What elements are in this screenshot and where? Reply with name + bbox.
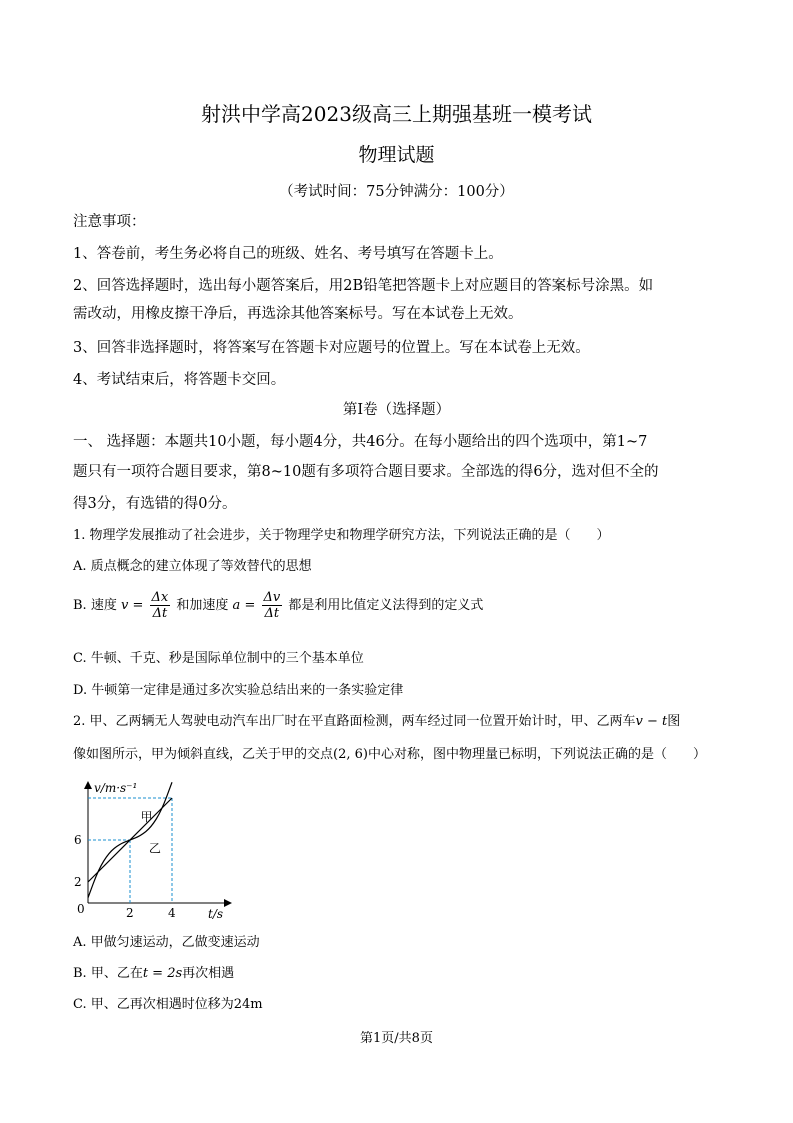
q2-b-time: t = 2s xyxy=(142,966,183,981)
x-tick-label-4: 4 xyxy=(168,906,176,920)
q2-stem-1-end: 图 xyxy=(667,714,681,729)
q1-option-a: A. 质点概念的建立体现了等效替代的思想 xyxy=(73,559,312,574)
note-item-2-cont: 需改动，用橡皮擦干净后，再选涂其他答案标号。写在本试卷上无效。 xyxy=(73,306,523,322)
q2-option-a: A. 甲做匀速运动，乙做变速运动 xyxy=(73,935,260,950)
q1-b-a: a xyxy=(232,598,241,613)
velocity-denominator: Δt xyxy=(152,606,168,621)
q2-vt-label: v − t xyxy=(635,714,668,729)
q2-stem-1-text: 2. 甲、乙两辆无人驾驶电动汽车出厂时在平直路面检测，两车经过同一位置开始计时，甲、乙两车 xyxy=(73,714,636,729)
q1-option-d: D. 牛顿第一定律是通过多次实验总结出来的一条实验定律 xyxy=(73,683,404,698)
x-tick-label-2: 2 xyxy=(126,906,134,920)
note-item-1: 1、答卷前，考生务必将自己的班级、姓名、考号填写在答题卡上。 xyxy=(73,246,503,262)
section-intro-2: 题只有一项符合题目要求，第8~10题有多项符合题目要求。全部选的得6分，选对但不全的 xyxy=(73,464,659,480)
q1-b-suffix: 都是利用比值定义法得到的定义式 xyxy=(288,598,484,613)
y-axis-label: v/m·s⁻¹ xyxy=(94,781,138,795)
page-footer: 第1页/共8页 xyxy=(360,1031,433,1046)
note-item-3: 3、回答非选择题时，将答案写在答题卡对应题号的位置上。写在本试卷上无效。 xyxy=(73,340,590,356)
q2-stem-line2 xyxy=(73,743,706,762)
acceleration-denominator: Δt xyxy=(264,606,280,621)
q2-stem-2-end: 中心对称，图中物理量已标明，下列说法正确的是（ ） xyxy=(367,747,706,762)
q1-stem: 1. 物理学发展推动了社会进步，关于物理学史和物理学研究方法，下列说法正确的是（ ） xyxy=(73,528,610,543)
q1-b-middle: 和加速度 xyxy=(176,598,229,613)
velocity-numerator: Δx xyxy=(151,590,169,605)
q1-b-v: v xyxy=(120,598,129,613)
q2-option-b xyxy=(73,962,234,981)
series-label-jia: 甲 xyxy=(140,810,153,825)
q2-point: (2, 6) xyxy=(333,747,368,762)
notes-heading: 注意事项： xyxy=(73,214,146,230)
q1-b-eq2: = xyxy=(244,598,256,613)
q2-stem-line1 xyxy=(73,710,680,729)
q1-option-c: C. 牛顿、千克、秒是国际单位制中的三个基本单位 xyxy=(73,651,364,666)
vt-graph xyxy=(70,775,240,920)
y-tick-label-6: 6 xyxy=(74,833,82,847)
q2-stem-2-text: 像如图所示，甲为倾斜直线，乙关于甲的交点 xyxy=(73,747,334,762)
x-axis-label: t/s xyxy=(208,907,224,920)
section-title: 第I卷（选择题） xyxy=(342,402,451,418)
section-intro-1: 一、 选择题：本题共10小题，每小题4分，共46分。在每小题给出的四个选项中，第1~7 xyxy=(73,434,648,450)
section-intro-3: 得3分，有选错的得0分。 xyxy=(73,496,237,512)
subject-title: 物理试题 xyxy=(358,144,435,166)
series-label-yi: 乙 xyxy=(148,841,161,856)
note-item-4: 4、考试结束后，将答题卡交回。 xyxy=(73,372,286,388)
q1-b-prefix: B. 速度 xyxy=(73,598,117,613)
q1-option-b xyxy=(73,590,483,621)
note-item-2: 2、回答选择题时，选出每小题答案后，用2B铅笔把答题卡上对应题目的答案标号涂黑。如 xyxy=(73,278,654,294)
q1-b-eq1: = xyxy=(132,598,144,613)
origin-label: 0 xyxy=(77,902,85,916)
q2-b-suffix: 再次相遇 xyxy=(182,966,235,981)
q2-b-prefix: B. 甲、乙在 xyxy=(73,966,143,981)
time-note: （考试时间：75分钟满分：100分） xyxy=(279,184,514,200)
y-tick-label-2: 2 xyxy=(74,875,82,889)
exam-title: 射洪中学高2023级高三上期强基班一模考试 xyxy=(201,102,592,126)
q2-option-c: C. 甲、乙再次相遇时位移为24m xyxy=(73,997,263,1012)
acceleration-fraction xyxy=(262,590,283,621)
acceleration-numerator: Δv xyxy=(263,590,281,605)
velocity-fraction xyxy=(150,590,171,621)
